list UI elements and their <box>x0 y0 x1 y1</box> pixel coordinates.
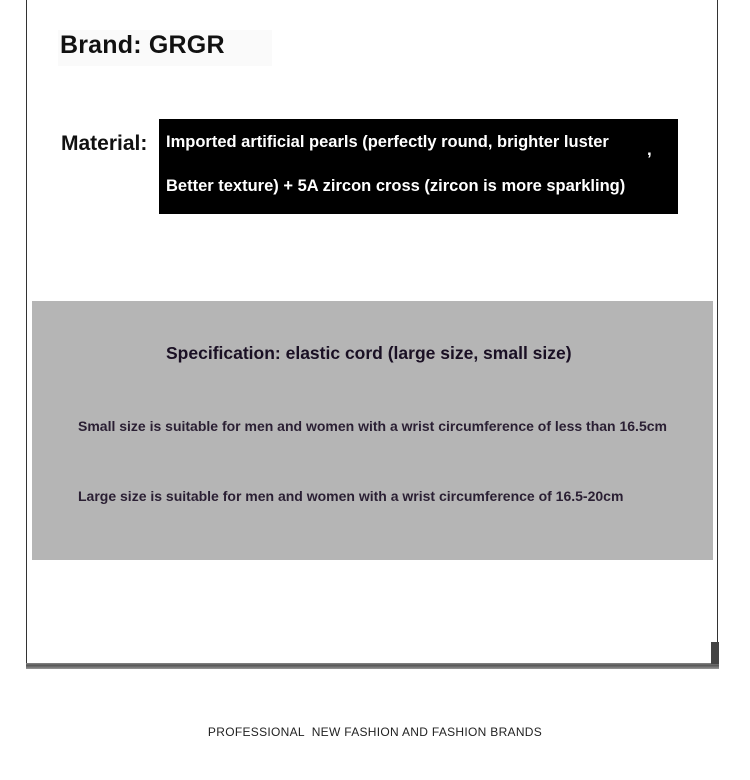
brand-heading: Brand: GRGR <box>60 31 225 59</box>
frame-corner-mark <box>711 642 719 664</box>
frame-bottom-border <box>26 663 719 669</box>
material-description-comma: , <box>647 140 652 159</box>
footer-tagline: PROFESSIONAL NEW FASHION AND FASHION BRANDS <box>207 725 543 739</box>
specification-title: Specification: elastic cord (large size, small size) <box>166 343 572 363</box>
small-size-description: Small size is suitable for men and women with a wrist circumference of less than 16.5cm <box>78 418 667 434</box>
large-size-description: Large size is suitable for men and women with a wrist circumference of 16.5-20cm <box>78 488 624 504</box>
material-label: Material: <box>61 132 148 155</box>
material-description-line-1: Imported artificial pearls (perfectly round, brighter luster <box>166 133 609 151</box>
material-description-line-2: Better texture) + 5A zircon cross (zircon is more sparkling) <box>166 177 626 195</box>
